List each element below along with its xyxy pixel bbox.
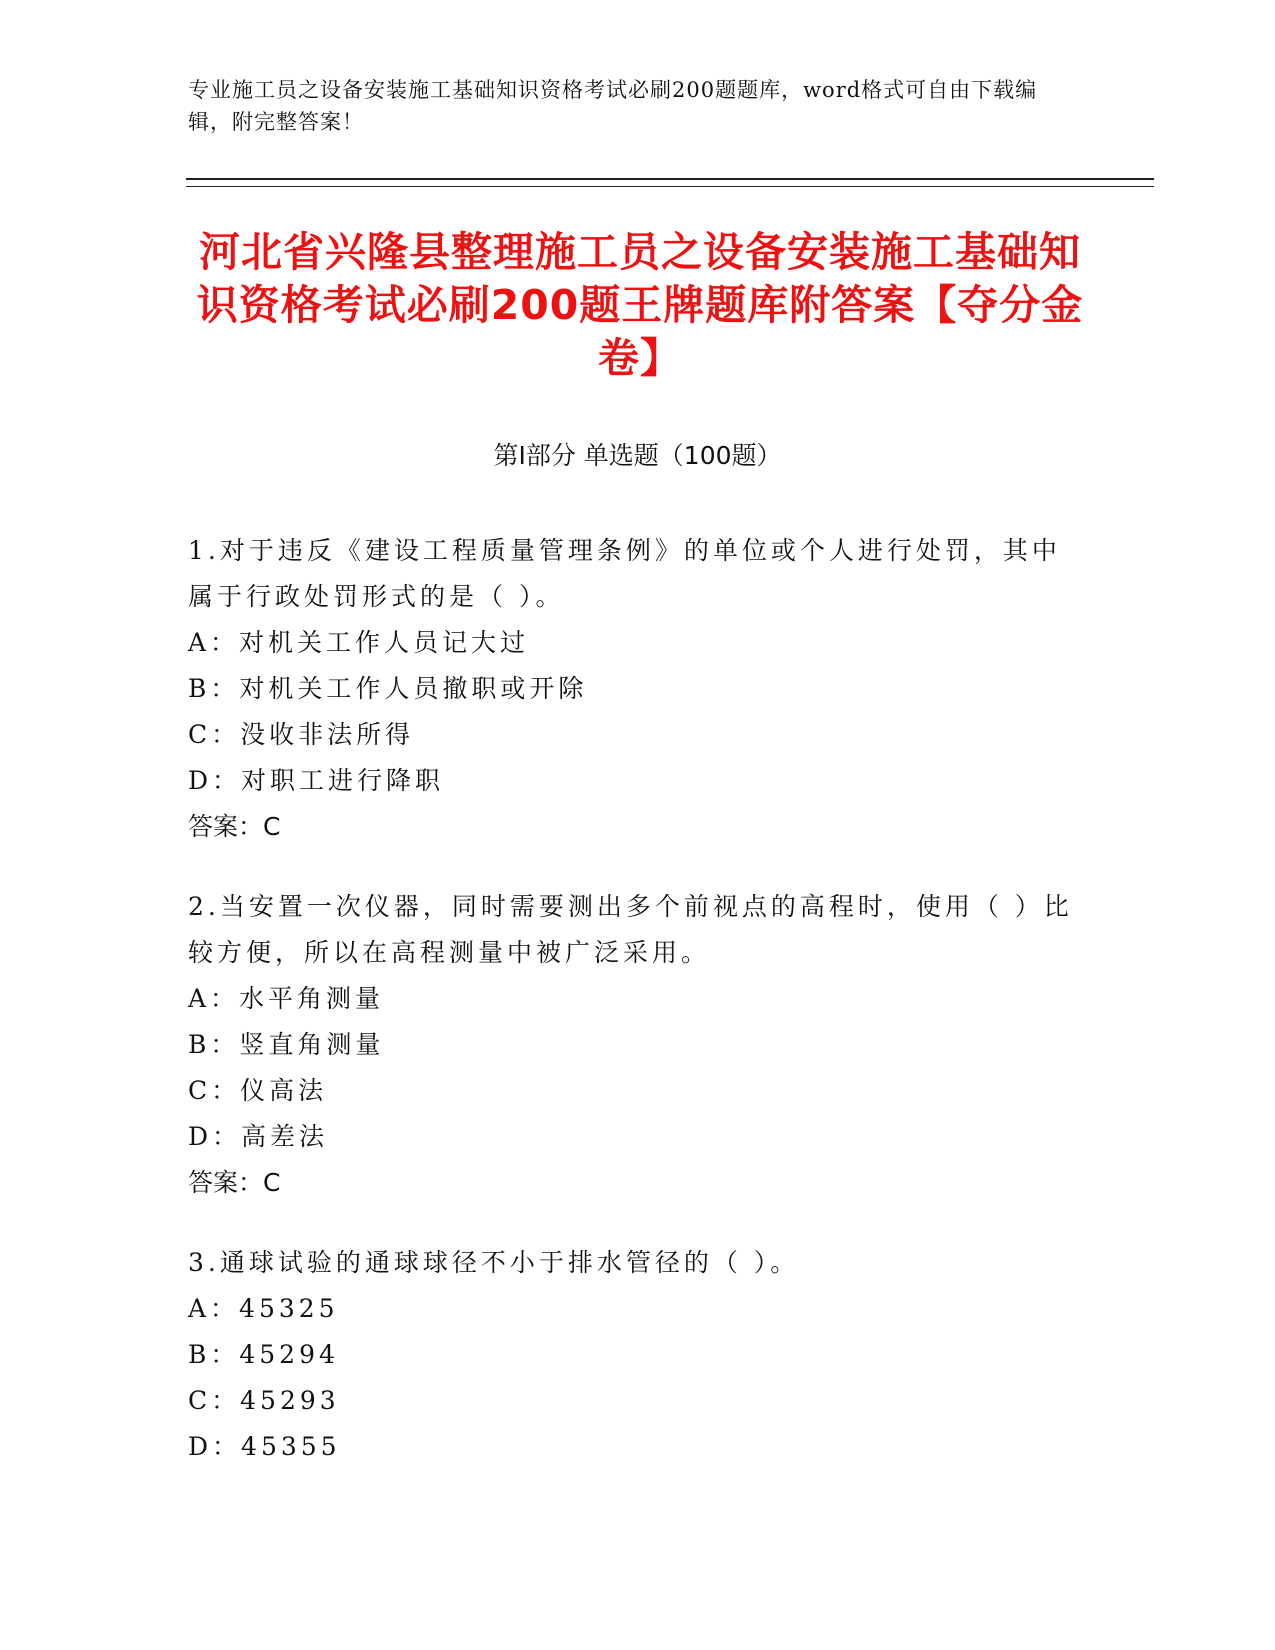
option-b: B：竖直角测量 [188, 1030, 385, 1059]
option-a: A：对机关工作人员记大过 [188, 628, 530, 657]
question-2 [188, 884, 1088, 1206]
option-a: A：45325 [188, 1294, 339, 1323]
answer-line: 答案：C [188, 1168, 281, 1197]
question-stem: 3.通球试验的通球球径不小于排水管径的（ ）。 [188, 1248, 800, 1277]
question-stem: 1.对于违反《建设工程质量管理条例》的单位或个人进行处罚，其中属于行政处罚形式的是（ ）。 [188, 536, 1061, 611]
question-stem: 2.当安置一次仪器，同时需要测出多个前视点的高程时，使用（ ）比较方便，所以在高程测量中被广泛采用。 [188, 892, 1073, 967]
header-note: 专业施工员之设备安装施工基础知识资格考试必刷200题题库，word格式可自由下载编辑，附完整答案！ [188, 78, 1038, 134]
question-list [188, 528, 1088, 1504]
option-d: D：对职工进行降职 [188, 766, 445, 795]
answer-line: 答案：C [188, 812, 281, 841]
option-c: C：仪高法 [188, 1076, 328, 1105]
section-heading: 第Ⅰ部分 单选题（100题） [493, 441, 782, 470]
option-b: B：45294 [188, 1340, 339, 1369]
option-c: C：没收非法所得 [188, 720, 415, 749]
option-b: B：对机关工作人员撤职或开除 [188, 674, 588, 703]
header-divider [186, 178, 1154, 187]
question-3 [188, 1240, 1088, 1470]
question-1 [188, 528, 1088, 850]
document-title: 河北省兴隆县整理施工员之设备安装施工基础知识资格考试必刷200题王牌题库附答案【夺分金卷】 [196, 228, 1084, 382]
option-a: A：水平角测量 [188, 984, 385, 1013]
option-d: D：45355 [188, 1432, 341, 1461]
option-d: D：高差法 [188, 1122, 329, 1151]
option-c: C：45293 [188, 1386, 340, 1415]
